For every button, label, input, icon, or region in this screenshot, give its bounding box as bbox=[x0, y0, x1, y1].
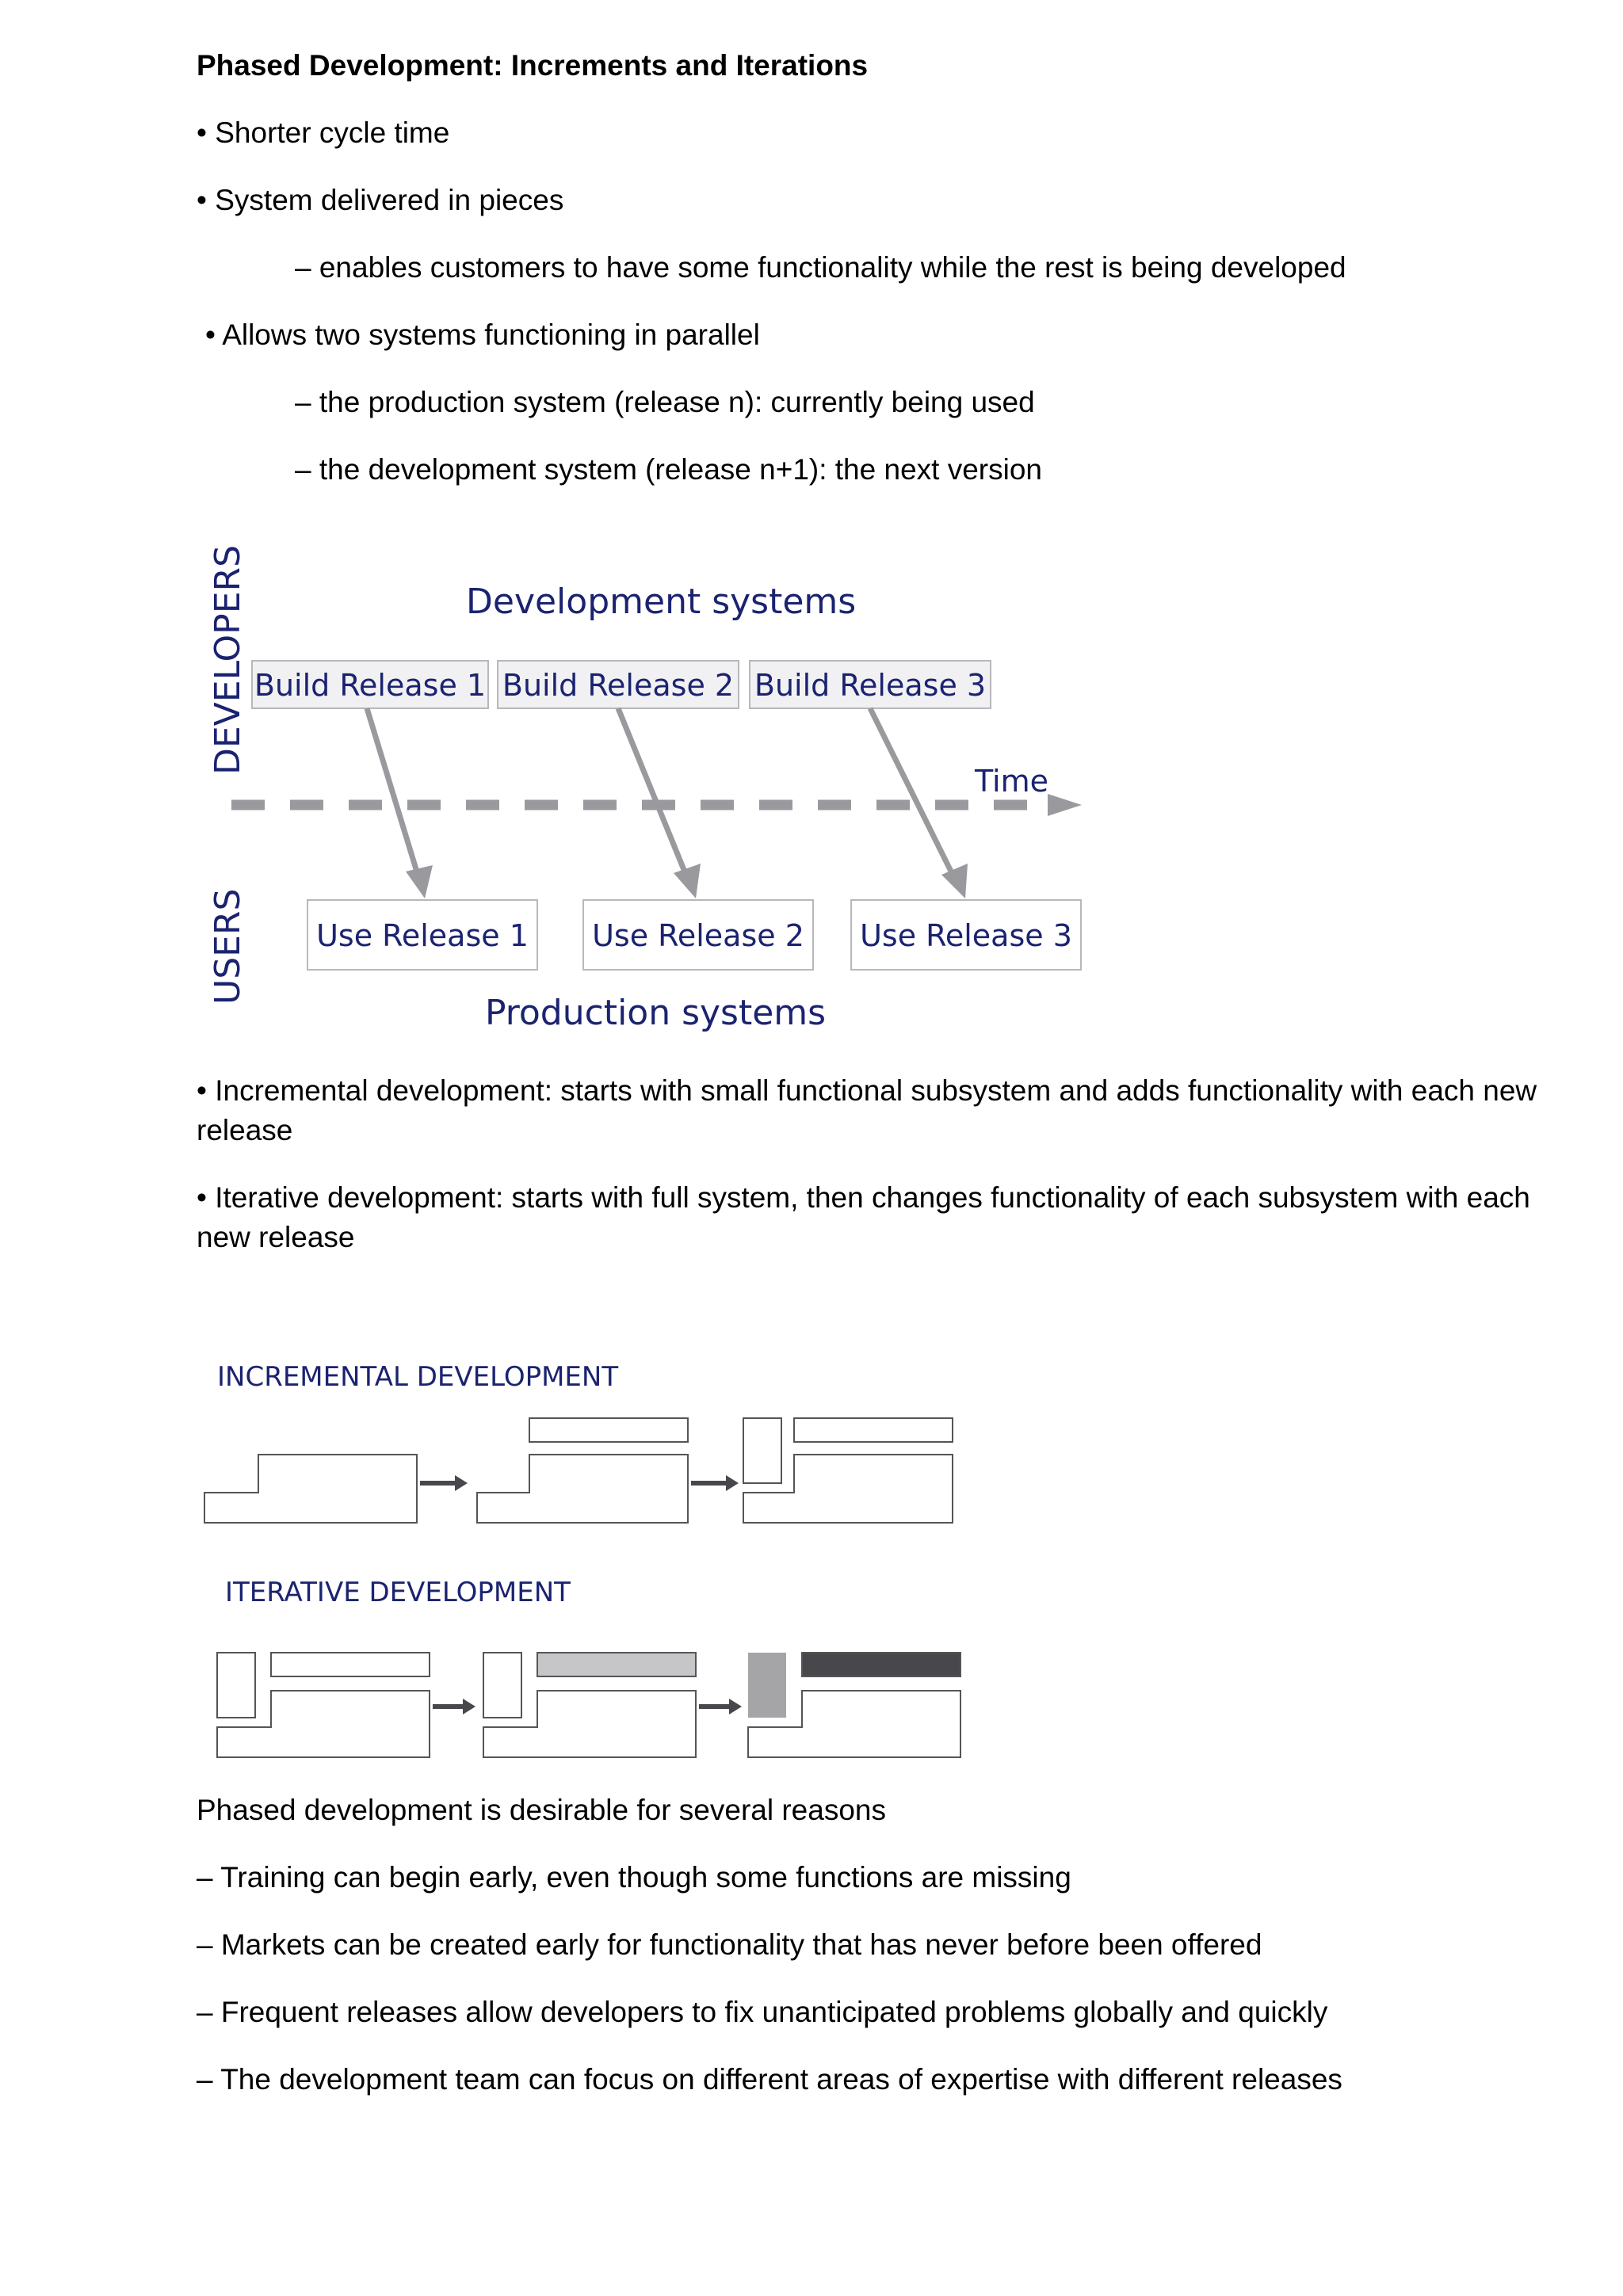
paragraph-iterative: • Iterative development: starts with full system, then changes functionality of each subsystem with each new release bbox=[197, 1181, 1530, 1253]
use-release-1-label: Use Release 1 bbox=[316, 918, 529, 953]
bullet-delivered-pieces: • System delivered in pieces bbox=[197, 184, 564, 216]
paragraph-incremental: • Incremental development: starts with small functional subsystem and adds functionality with each new release bbox=[197, 1074, 1537, 1146]
sub-bullet-production: – the production system (release n): currently being used bbox=[295, 386, 1035, 418]
page-title: Phased Development: Increments and Iterations bbox=[197, 49, 869, 82]
reason-training: – Training can begin early, even though some functions are missing bbox=[197, 1861, 1071, 1894]
reason-frequent-releases: – Frequent releases allow developers to fix unanticipated problems globally and quickly bbox=[197, 1996, 1328, 2028]
use-release-2-label: Use Release 2 bbox=[592, 918, 804, 953]
developers-label: DEVELOPERS bbox=[208, 545, 248, 775]
incremental-stage-2 bbox=[477, 1418, 688, 1523]
incremental-stage-1 bbox=[204, 1455, 417, 1523]
bullet-shorter-cycle: • Shorter cycle time bbox=[197, 116, 450, 149]
reasons-intro: Phased development is desirable for several reasons bbox=[197, 1794, 886, 1826]
iterative-arrowhead-1-icon bbox=[463, 1699, 475, 1714]
iterative-arrowhead-2-icon bbox=[729, 1699, 742, 1714]
reason-markets: – Markets can be created early for functionality that has never before been offered bbox=[197, 1928, 1262, 1961]
incremental-arrowhead-2-icon bbox=[726, 1475, 739, 1491]
build-release-3-label: Build Release 3 bbox=[754, 668, 987, 703]
reason-expertise: – The development team can focus on different areas of expertise with different releases bbox=[197, 2063, 1342, 2096]
build-release-2-label: Build Release 2 bbox=[502, 668, 735, 703]
development-systems-title: Development systems bbox=[466, 582, 857, 622]
iterative-stage-3 bbox=[748, 1653, 960, 1757]
time-label: Time bbox=[975, 764, 1048, 799]
iterative-stage-2 bbox=[483, 1653, 696, 1757]
users-label: USERS bbox=[208, 888, 248, 1005]
iterative-stage-1 bbox=[217, 1653, 430, 1757]
incremental-arrowhead-1-icon bbox=[455, 1475, 468, 1491]
incremental-development-label: INCREMENTAL DEVELOPMENT bbox=[217, 1361, 619, 1393]
bullet-two-systems: • Allows two systems functioning in parallel bbox=[205, 318, 760, 351]
use-release-3-label: Use Release 3 bbox=[860, 918, 1072, 953]
incremental-stage-3 bbox=[743, 1418, 953, 1523]
sub-bullet-development: – the development system (release n+1): the next version bbox=[295, 453, 1042, 486]
build-release-1-label: Build Release 1 bbox=[254, 668, 487, 703]
iterative-development-label: ITERATIVE DEVELOPMENT bbox=[225, 1577, 571, 1608]
sub-bullet-functionality: – enables customers to have some functionality while the rest is being developed bbox=[295, 251, 1346, 284]
production-systems-title: Production systems bbox=[485, 993, 827, 1033]
